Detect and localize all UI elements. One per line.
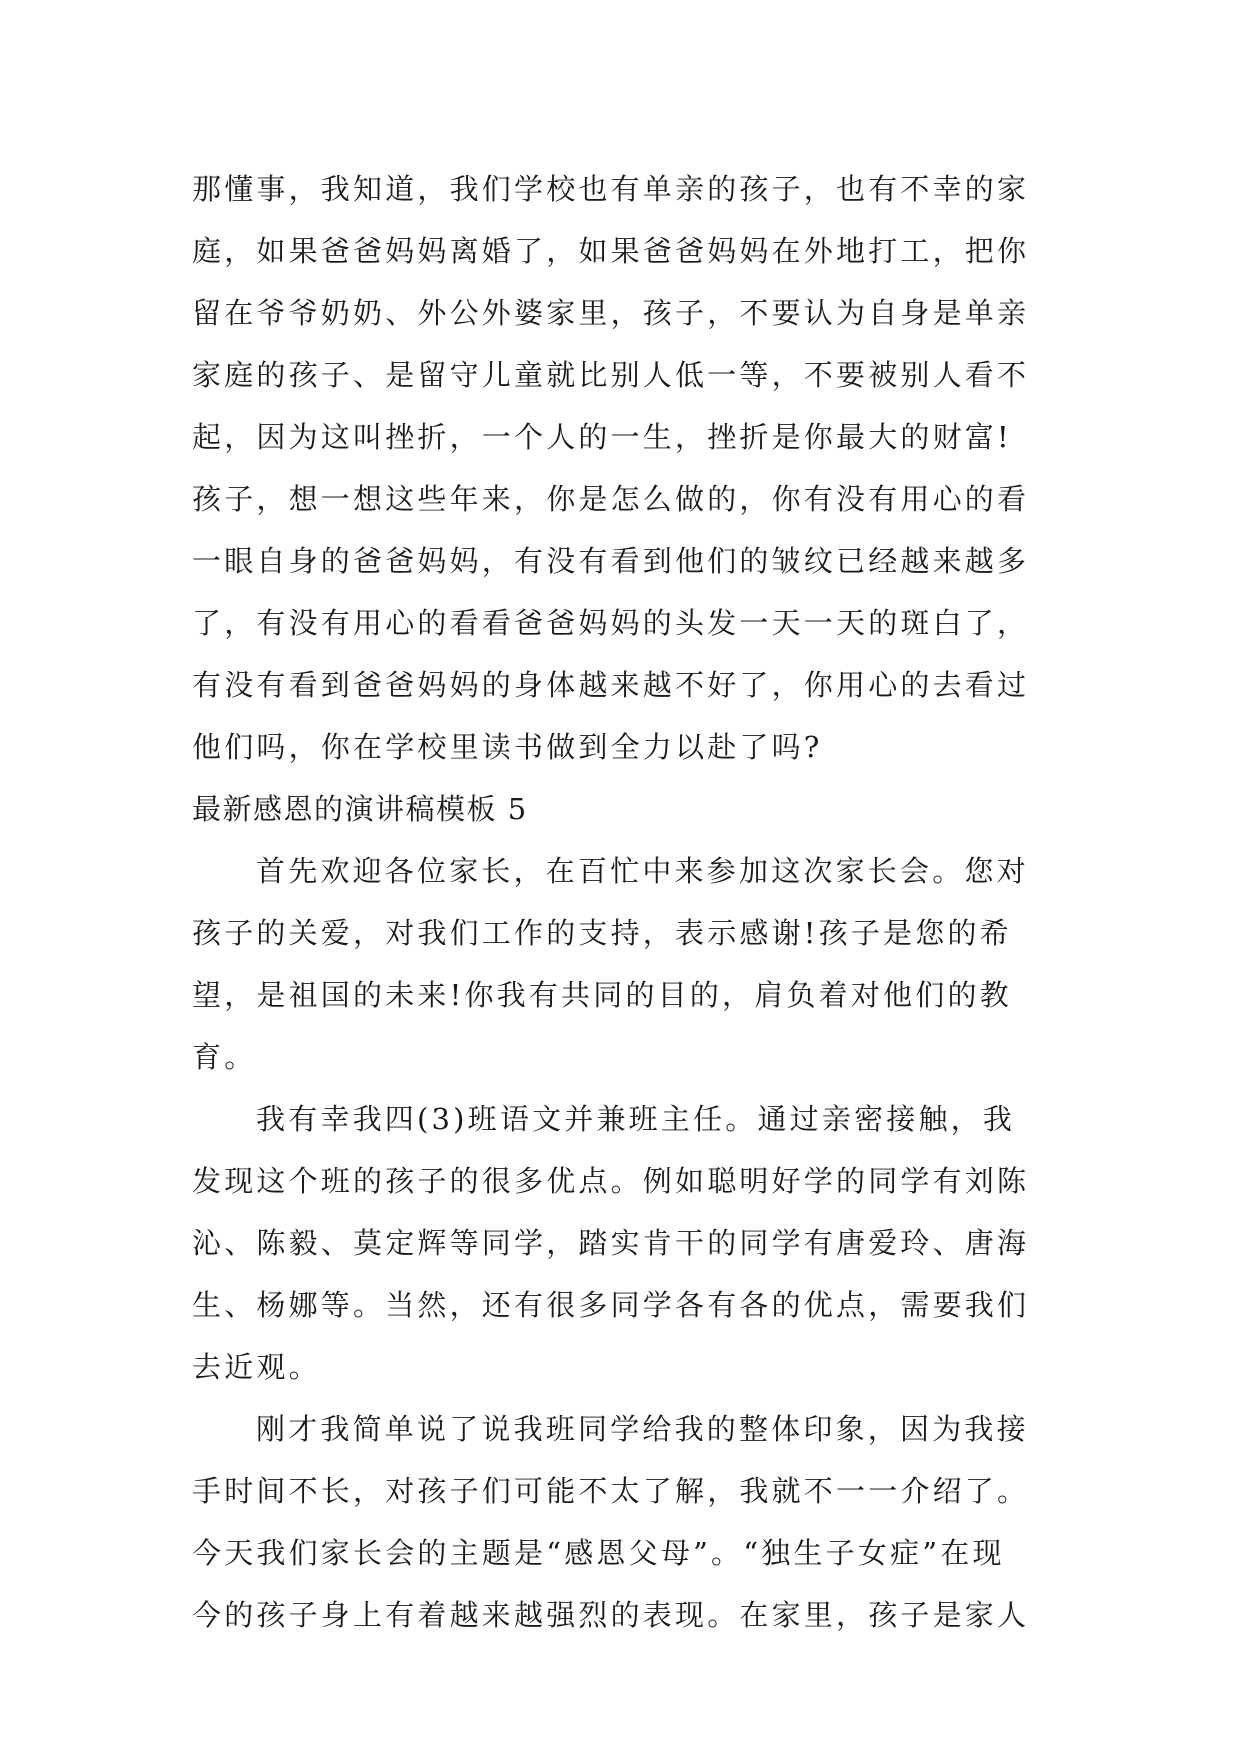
text-line: 今天我们家长会的主题是“感恩父母”。“独生子女症”在现 [192,1536,1005,1570]
text-line: 生、杨娜等。当然，还有很多同学各有各的优点，需要我们 [192,1288,1030,1322]
text-line: 家庭的孩子、是留守儿童就比别人低一等，不要被别人看不 [192,358,1030,392]
text-line: 育。 [192,1040,257,1074]
section-heading: 最新感恩的演讲稿模板 5 [192,792,528,826]
text-line: 有没有看到爸爸妈妈的身体越来越不好了，你用心的去看过 [192,668,1030,702]
text-line: 手时间不长，对孩子们可能不太了解，我就不一一介绍了。 [192,1474,1030,1508]
text-line: 今的孩子身上有着越来越强烈的表现。在家里，孩子是家人 [192,1598,1030,1632]
text-line: 首先欢迎各位家长，在百忙中来参加这次家长会。您对 [256,854,1029,888]
text-line: 留在爷爷奶奶、外公外婆家里，孩子，不要认为自身是单亲 [192,296,1030,330]
text-line: 刚才我简单说了说我班同学给我的整体印象，因为我接 [256,1412,1029,1446]
text-line: 去近观。 [192,1350,321,1384]
text-line: 了，有没有用心的看看爸爸妈妈的头发一天一天的斑白了， [192,606,1030,640]
text-line: 庭，如果爸爸妈妈离婚了，如果爸爸妈妈在外地打工，把你 [192,234,1030,268]
text-line: 孩子的关爱，对我们工作的支持，表示感谢!孩子是您的希 [192,916,1012,950]
text-line: 那懂事，我知道，我们学校也有单亲的孩子，也有不幸的家 [192,172,1030,206]
text-line: 起，因为这叫挫折，一个人的一生，挫折是你最大的财富! [192,420,1012,454]
text-line: 沁、陈毅、莫定辉等同学，踏实肯干的同学有唐爱玲、唐海 [192,1226,1030,1260]
text-line: 我有幸我四(3)班语文并兼班主任。通过亲密接触，我 [256,1102,1016,1136]
text-line: 望，是祖国的未来!你我有共同的目的，肩负着对他们的教 [192,978,1012,1012]
text-line: 发现这个班的孩子的很多优点。例如聪明好学的同学有刘陈 [192,1164,1030,1198]
text-line: 他们吗，你在学校里读书做到全力以赴了吗? [192,730,823,764]
text-line: 孩子，想一想这些年来，你是怎么做的，你有没有用心的看 [192,482,1030,516]
document-body [192,158,1072,1646]
text-line: 一眼自身的爸爸妈妈，有没有看到他们的皱纹已经越来越多 [192,544,1030,578]
